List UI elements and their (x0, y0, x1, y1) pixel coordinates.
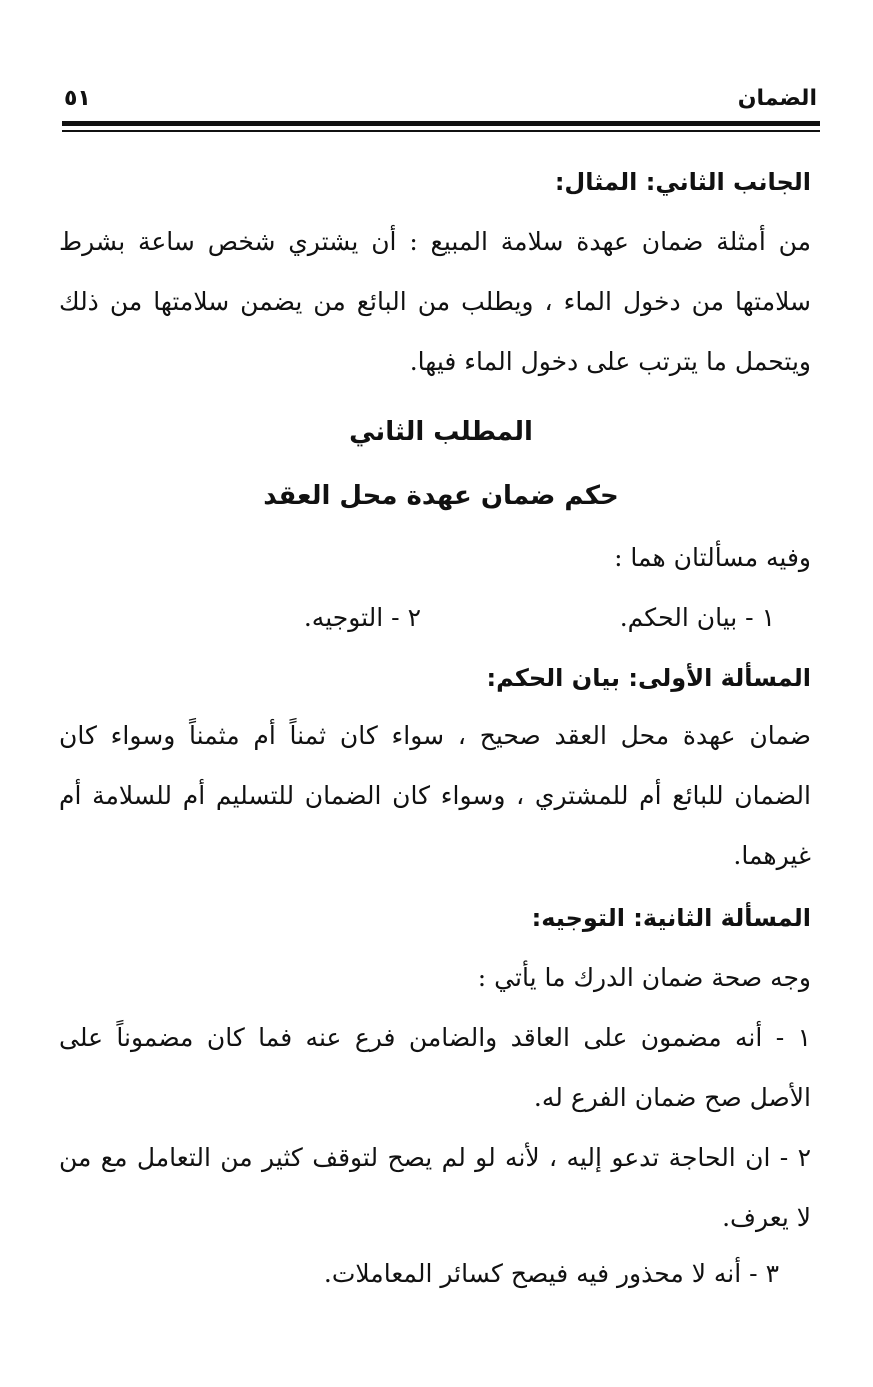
list-item: ٢ - ان الحاجة تدعو إليه ، لأنه لو لم يصح لتوقف كثير من التعامل مع من (59, 1143, 811, 1172)
paragraph-line: غيرهما. (733, 841, 811, 870)
paragraph-line: سلامتها من دخول الماء ، ويطلب من البائع من يضمن سلامتها من ذلك (59, 287, 811, 316)
running-header-title: الضمان (737, 86, 817, 111)
paragraph-line: الضمان للبائع أم للمشتري ، وسواء كان الضمان للتسليم أم للسلامة أم (59, 781, 811, 810)
list-item: ٢ - التوجيه. (303, 603, 421, 632)
list-item: ١ - بيان الحكم. (619, 603, 775, 632)
page-number: ٥١ (64, 86, 91, 111)
issue-heading-first: المسألة الأولى: بيان الحكم: (486, 664, 811, 692)
paragraph-line: وجه صحة ضمان الدرك ما يأتي : (477, 963, 811, 992)
section-subtitle: حكم ضمان عهدة محل العقد (263, 481, 619, 511)
issue-heading-second: المسألة الثانية: التوجيه: (531, 904, 811, 932)
header-rule-thick (62, 121, 820, 126)
list-item: ٣ - أنه لا محذور فيه فيصح كسائر المعاملات. (323, 1259, 779, 1288)
header-rule-thin (62, 130, 820, 132)
paragraph-line: من أمثلة ضمان عهدة سلامة المبيع : أن يشتري شخص ساعة بشرط (59, 227, 811, 256)
list-item: ١ - أنه مضمون على العاقد والضامن فرع عنه فما كان مضموناً على (59, 1023, 811, 1052)
paragraph-line: ويتحمل ما يترتب على دخول الماء فيها. (409, 347, 811, 376)
paragraph-line: لا يعرف. (722, 1203, 811, 1232)
section-title: المطلب الثاني (349, 417, 533, 447)
paragraph-line: الأصل صح ضمان الفرع له. (533, 1083, 811, 1112)
subsection-heading-example: الجانب الثاني: المثال: (554, 168, 811, 196)
paragraph-line: وفيه مسألتان هما : (614, 543, 811, 572)
paragraph-line: ضمان عهدة محل العقد صحيح ، سواء كان ثمناً أم مثمناً وسواء كان (59, 721, 811, 750)
